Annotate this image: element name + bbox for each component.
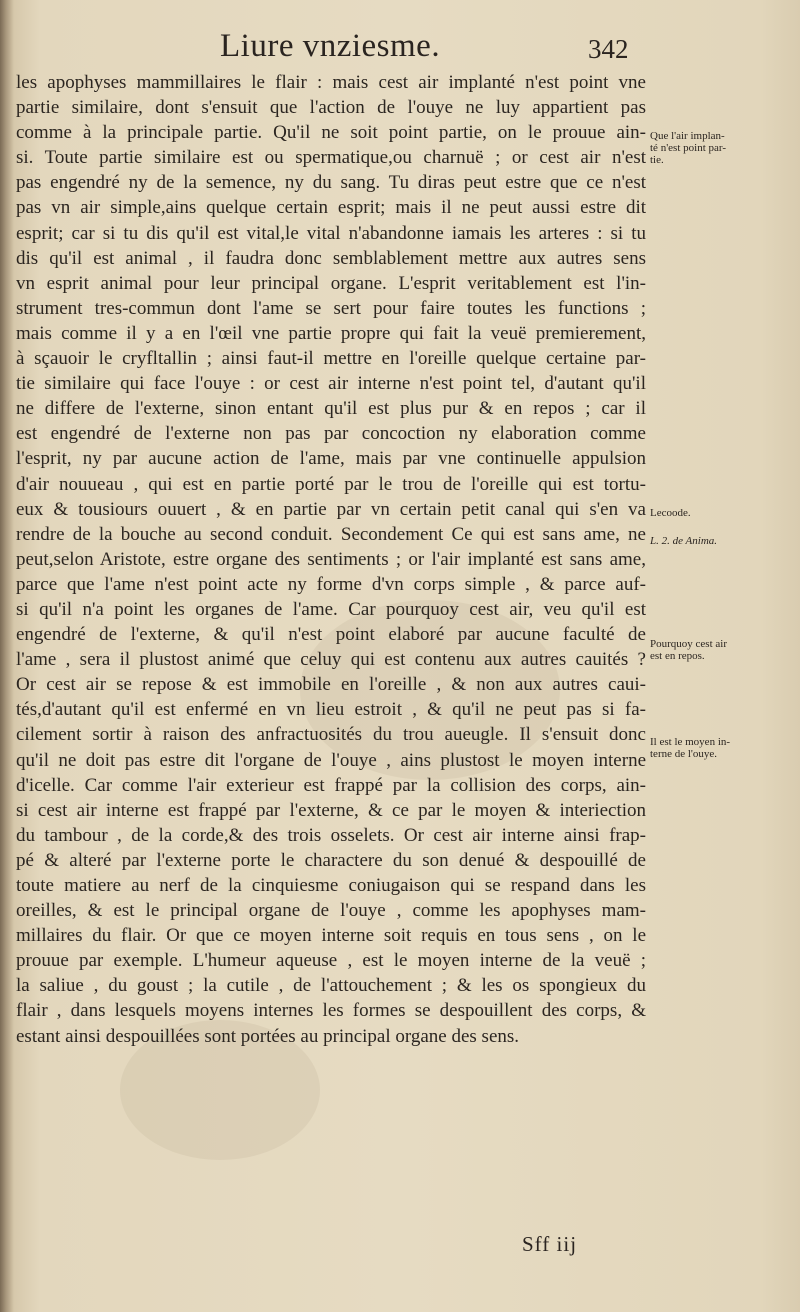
text-line: pé & alteré par l'externe porte le charactere du son denué & despouillé de [16,849,646,871]
margin-note-line: Il est le moyen in- [650,736,731,748]
margin-note [650,535,768,547]
margin-note [650,736,768,760]
text-line: rendre de la bouche au second conduit. Secondement Ce qui est sans ame, ne [16,523,646,545]
margin-note-line: té n'est point par- [650,142,726,154]
text-line: si. Toute partie similaire est ou spermatique,ou charnuë ; or cest air n'est [16,147,646,169]
text-line: pas engendré ny de la semence, ny du sang. Tu diras peut estre que ce n'est [16,172,646,194]
margin-note-line: Pourquoy cest air [650,638,727,650]
text-line: Or cest air se repose & est immobile en l'oreille , & non aux autres caui- [16,674,646,696]
text-line: si qu'il n'a point les organes de l'ame. Car pourquoy cest air, veu qu'il est [16,598,646,620]
text-line: l'ame , sera il plustost animé que celuy qui est contenu aux autres cauités ? [16,649,646,671]
text-line: du tambour , de la corde,& des trois osselets. Or cest air interne ainsi frap- [16,824,646,846]
page-header [0,28,800,74]
margin-note [650,507,768,519]
text-line: si cest air interne est frappé par l'externe, & ce par le moyen & interiection [16,799,646,821]
margin-note [650,130,768,166]
text-line: peut,selon Aristote, estre organe des sentiments ; or l'air implanté est sans ame, [16,548,646,570]
text-line: parce que l'ame n'est point acte ny forme d'vn corps simple , & parce auf- [16,573,646,595]
text-line: d'air nouueau , qui est en partie porté par le trou de l'oreille qui est tortu- [16,473,646,495]
text-line: prouue par exemple. L'humeur aqueuse , est le moyen interne de la veuë ; [16,950,646,972]
main-text-block [16,70,646,1049]
text-line: la saliue , du goust ; la cutile , de l'attouchement ; & les os spongieux du [16,975,646,997]
text-line: vn esprit animal pour leur principal organe. L'esprit veritablement est l'in- [16,272,646,294]
text-line: qu'il ne doit pas estre dit l'organe de l'ouye , ains plustost le moyen interne [16,749,646,771]
text-line: à sçauoir le cryfltallin ; ainsi faut-il mettre en l'oreille quelque certaine par- [16,348,646,370]
text-line: les apophyses mammillaires le flair : mais cest air implanté n'est point vne [16,72,646,93]
running-title: Liure vnziesme. [220,28,441,64]
margin-note-line: L. 2. de Anima. [650,535,718,547]
text-line: tés,d'autant qu'il est enfermé en vn lieu estroit , & qu'il ne peut pas si fa- [16,699,646,721]
text-line: ne differe de l'externe, sinon entant qu'il est plus pur & en repos ; car il [16,398,646,420]
signature-mark: Sff iij [522,1232,578,1256]
text-line: tie similaire qui face l'ouye : or cest air interne n'est point tel, d'autant qu'il [16,373,646,395]
text-line: cilement sortir à raison des anfractuosités du trou aueugle. Il s'ensuit donc [16,724,646,746]
margin-note-line: Que l'air implan- [650,130,725,142]
text-line: partie similaire, dont s'ensuit que l'action de l'ouye ne luy appartient pas [16,97,646,119]
text-line: pas vn air simple,ains quelque certain esprit; mais il ne peut aussi estre dit [16,197,646,219]
margin-note-line: Lecoode. [650,507,691,519]
text-line: mais comme il y a en l'œil vne partie propre qui fait la veuë premierement, [16,322,646,344]
margin-note [650,638,768,662]
text-line: millaires du flair. Or que ce moyen interne soit requis en tous sens , on le [16,925,646,947]
text-line: esprit; car si tu dis qu'il est vital,le vital n'abandonne iamais les arteres : si tu [16,222,646,244]
text-line: d'icelle. Car comme l'air exterieur est frappé par la collision des corps, ain- [16,774,646,796]
text-line: strument tres-commun dont l'ame se sert pour faire toutes les functions ; [16,297,646,319]
text-line: dis qu'il est animal , il faudra donc semblablement mettre aux autres sens [16,247,646,269]
text-line: comme à la principale partie. Qu'il ne soit point partie, on le prouue ain- [16,122,646,144]
text-line: estant ainsi despouillées sont portées au principal organe des sens. [16,1025,520,1047]
text-line: engendré de l'externe, & qu'il n'est point elaboré par aucune faculté de [16,624,646,646]
margin-note-line: tie. [650,154,664,166]
text-line: est engendré de l'externe non pas par concoction ny elaboration comme [16,423,646,445]
text-line: toute matiere au nerf de la cinquiesme coniugaison qui se respand dans les [16,875,646,896]
margin-note-line: est en repos. [650,650,705,662]
text-line: flair , dans lesquels moyens internes les formes se despouillent des corps, & [16,1000,646,1022]
margin-note-line: terne de l'ouye. [650,748,718,760]
page-number: 342 [588,34,629,64]
text-line: oreilles, & est le principal organe de l'ouye , comme les apophyses mam- [16,900,646,922]
text-line: eux & tousiours ouuert , & en partie par vn certain petit canal qui s'en va [16,498,646,520]
text-line: l'esprit, ny par aucune action de l'ame, mais par vne continuelle appulsion [16,448,646,470]
